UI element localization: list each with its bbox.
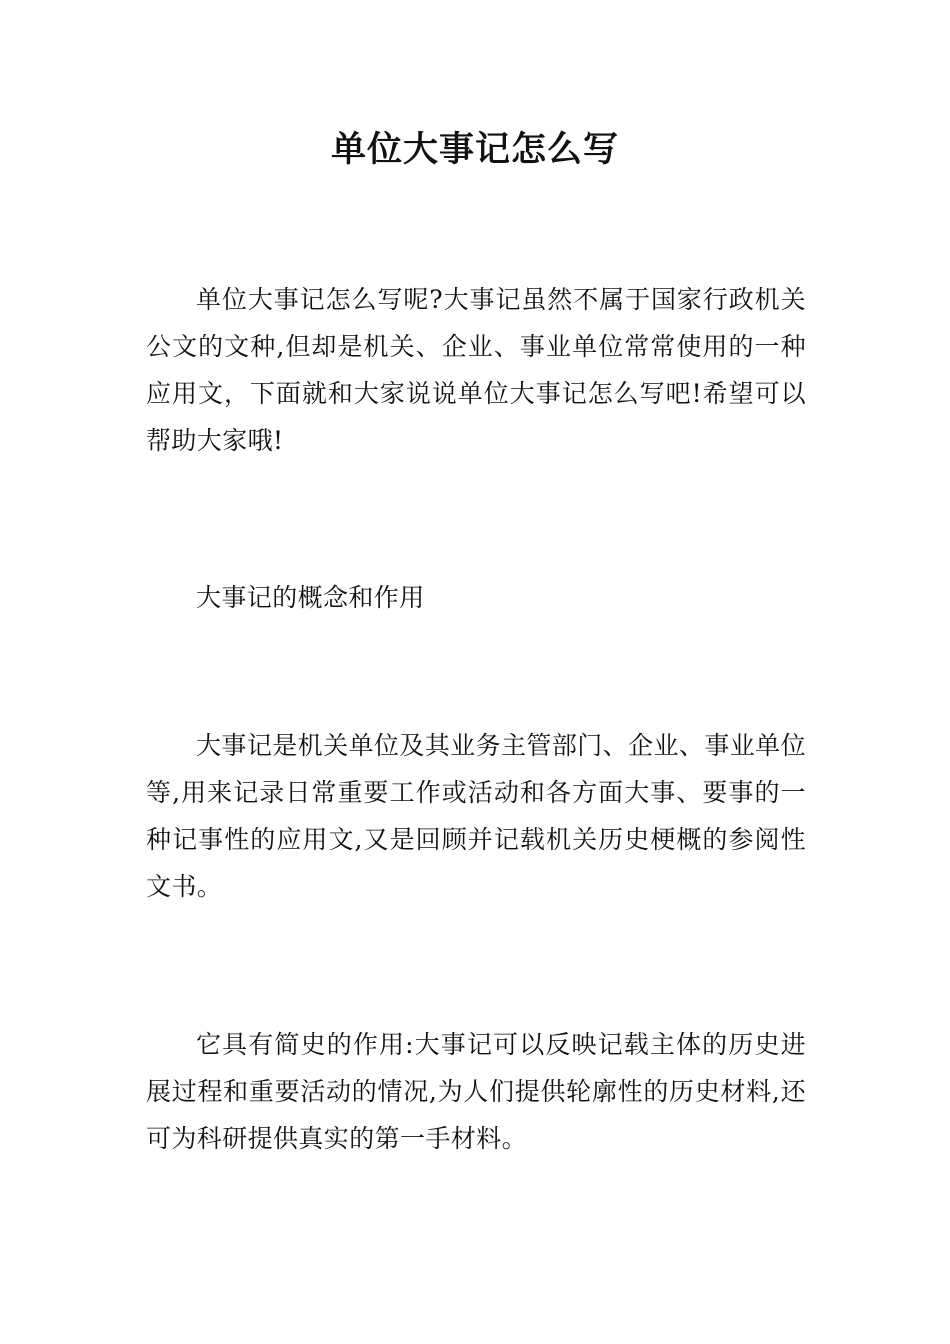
section-heading: 大事记的概念和作用 (196, 583, 425, 612)
function-paragraph: 它具有简史的作用:大事记可以反映记载主体的历史进展过程和重要活动的情况,为人们提供轮廓性的历史材料,还可为科研提供真实的第一手材料。 (146, 1030, 806, 1153)
document-title: 单位大事记怎么写 (330, 130, 619, 170)
intro-paragraph: 单位大事记怎么写呢?大事记虽然不属于国家行政机关公文的文种,但却是机关、企业、事业单位常常使用的一种应用文，下面就和大家说说单位大事记怎么写吧!希望可以帮助大家哦! (146, 285, 806, 455)
definition-paragraph: 大事记是机关单位及其业务主管部门、企业、事业单位等,用来记录日常重要工作或活动和各方面大事、要事的一种记事性的应用文,又是回顾并记载机关历史梗概的参阅性文书。 (146, 731, 806, 901)
